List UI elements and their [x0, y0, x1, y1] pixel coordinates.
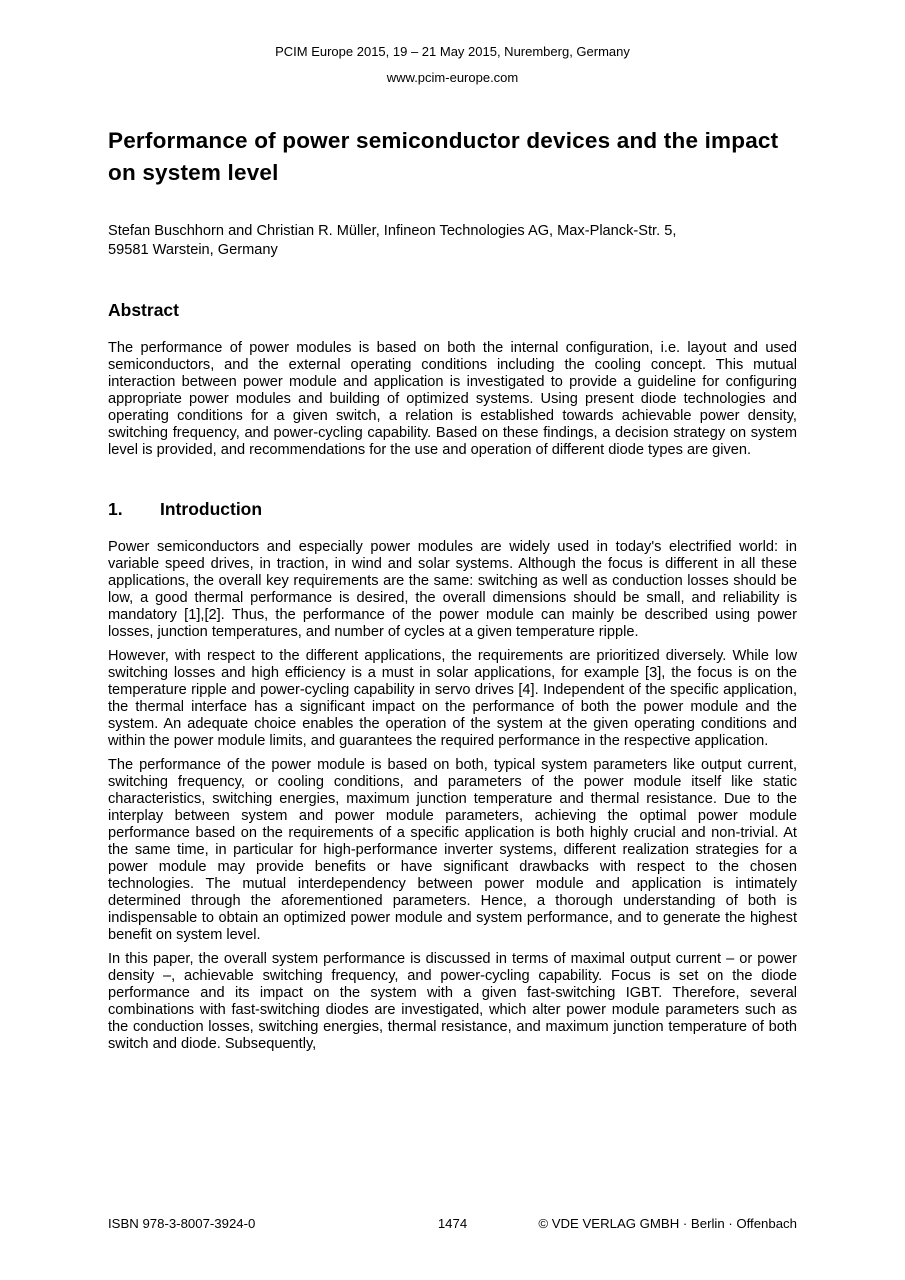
intro-paragraph-2: However, with respect to the different applications, the requirements are prioritized diversely. While low switching losses and high efficiency is a must in solar applications, for example [3], the focus is on the temperature ripple and power-cycling capability in servo drives [4]. Independent of the specific application, the thermal interface has a significant impact on the performance of both the power module and the system. An adequate choice enables the operation of the system at the given operating conditions and within the power module limits, and guarantees the required performance in the respective application.: [108, 648, 797, 749]
intro-paragraph-3: The performance of the power module is based on both, typical system parameters like output current, switching frequency, or cooling conditions, and parameters of the power module itself like static characteristics, switching energies, maximum junction temperature and thermal resistance. Due to the interplay between system and power module parameters, achieving the optimal power module performance based on the requirements of a specific application is both highly crucial and non-trivial. At the same time, in particular for high-performance inverter systems, different realization strategies for a power module may provide benefits or have significant drawbacks with respect to the chosen technologies. The mutual interdependency between power module and application is intimately determined through the aforementioned parameters. Hence, a thorough understanding of both is indispensable to obtain an optimized power module and system performance, and to generate the highest benefit on system level.: [108, 757, 797, 943]
intro-paragraph-4: In this paper, the overall system performance is discussed in terms of maximal output current – or power density –, achievable switching frequency, and power-cycling capability. Focus is set on the diode performance and its impact on the system with a given fast-switching IGBT. Therefore, several combinations with fast-switching diodes are investigated, which alter power module parameters such as the conduction losses, switching energies, thermal resistance, and maximum junction temperature of both switch and diode. Subsequently,: [108, 951, 797, 1052]
conference-url: www.pcim-europe.com: [386, 70, 519, 85]
intro-paragraph-1: Power semiconductors and especially power modules are widely used in today's electrified world: in variable speed drives, in traction, in wind and solar systems. Although the focus is different in all these applications, the overall key requirements are the same: switching as well as conduction losses should be low, a good thermal performance is desired, the overall dimensions should be small, and reliability is mandatory [1],[2]. Thus, the performance of the power module can mainly be described using power losses, junction temperatures, and number of cycles at a given temperature ripple.: [108, 539, 797, 640]
section-1-number: 1.: [108, 499, 123, 519]
author-line-1: Stefan Buschhorn and Christian R. Müller, Infineon Technologies AG, Max-Planck-Str. 5,: [108, 223, 677, 239]
section-1-heading: [108, 499, 797, 519]
footer-isbn: ISBN 978-3-8007-3924-0: [108, 1216, 256, 1231]
footer-page-number: 1474: [437, 1216, 468, 1231]
paper-title: Performance of power semiconductor devices and the impact on system level: [108, 128, 779, 185]
page-footer: [108, 1215, 797, 1232]
footer-copyright: © VDE VERLAG GMBH · Berlin · Offenbach: [538, 1216, 797, 1231]
author-affiliation: [108, 222, 797, 260]
section-1-title: Introduction: [160, 499, 263, 519]
conference-header: [108, 44, 797, 86]
abstract-heading: Abstract: [108, 300, 179, 320]
abstract-text: The performance of power modules is based on both the internal configuration, i.e. layout and used semiconductors, and the external operating conditions including the cooling concept. This mutual interaction between power module and application is investigated to provide a guideline for configuring appropriate power modules and building of optimized systems. Using present diode technologies and operating conditions for a given switch, a relation is established towards achievable power density, switching frequency, and power-cycling capability. Based on these findings, a decision strategy on system level is provided, and recommendations for the use and operation of different diode types are given.: [108, 340, 797, 458]
conference-info: PCIM Europe 2015, 19 – 21 May 2015, Nuremberg, Germany: [275, 44, 630, 59]
author-line-2: 59581 Warstein, Germany: [108, 242, 278, 258]
